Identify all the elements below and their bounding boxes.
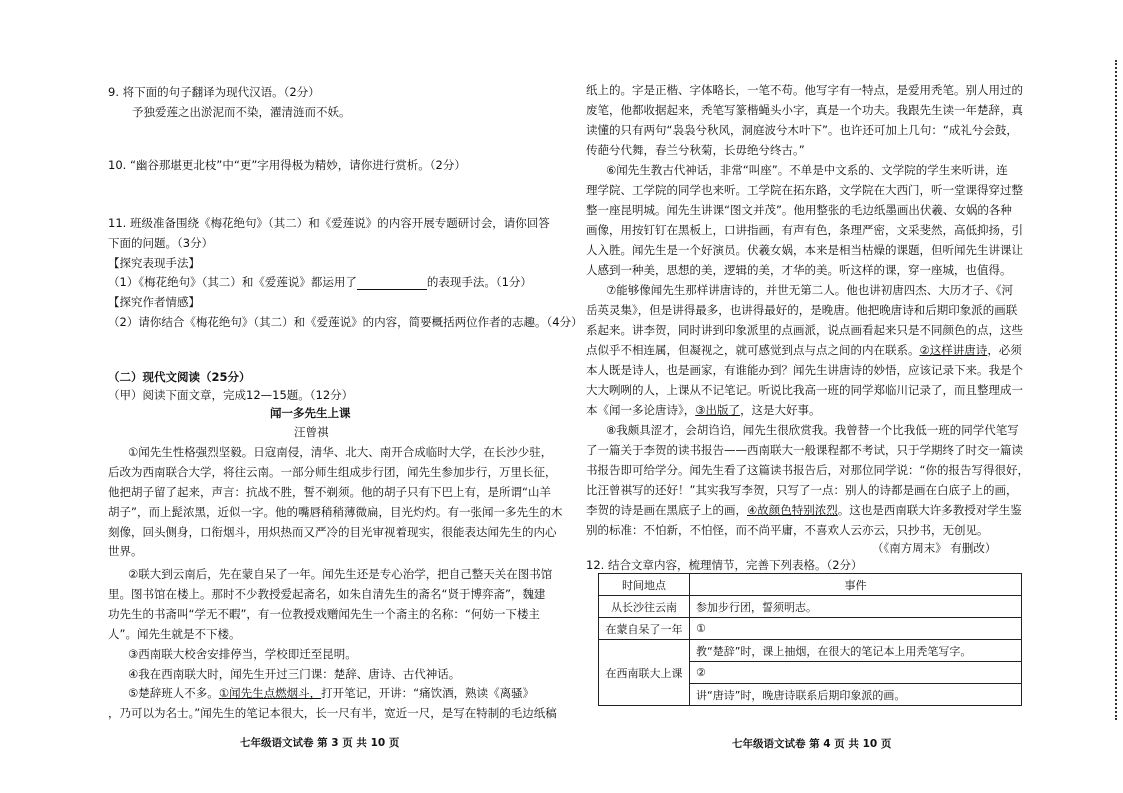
body-line: 了一篇关于李贺的读书报告——西南联大一般课程都不考试，只于学期终了时交一篇读 xyxy=(586,443,1023,457)
question-11-line1: 11. 班级准备围绕《梅花绝句》（其二）和《爱莲说》的内容开展专题研讨会，请你回答 xyxy=(108,216,550,230)
body-line: ⑦能够像闻先生那样讲唐诗的，并世无第二人。他也讲初唐四杰、大历才子、《河 xyxy=(606,283,1014,297)
body-line: ④我在西南联大时，闻先生开过三门课：楚辞、唐诗、古代神话。 xyxy=(128,667,461,681)
body-line: 功先生的书斋叫“学无不暇”，有一位教授戏赠闻先生一个斋主的名称：“何妨一下楼主 xyxy=(108,607,540,621)
body-line: 胡子”，而上髭浓黑，近似一字。他的嘴唇稍稍薄微扁，目光灼灼。有一张闻一多先生的木 xyxy=(108,505,563,519)
body-line: 书报告即可给学分。闻先生看了这篇读书报告后，对那位同学说：“你的报告写得很好， xyxy=(586,463,1029,477)
answer-blank[interactable] xyxy=(357,278,427,290)
body-line: 传葩兮代舞，春兰兮秋菊，长毋绝兮终古。” xyxy=(586,143,805,157)
page-footer-right: 七年级语文试卷 第 4 页 共 10 页 xyxy=(732,738,892,750)
body-line: 纸上的。字是正楷、字体略长，一笔不苟。他写字有一特点，是爱用秃笔。别人用过的 xyxy=(586,83,1023,97)
table-cell: 从长沙往云南 xyxy=(599,596,690,618)
body-line: 整一座昆明城。闻先生讲课“图文并茂”。他用整张的毛边纸墨画出伏羲、女娲的各种 xyxy=(586,203,1012,217)
body-line: 他把胡子留了起来，声言：抗战不胜，誓不剃须。他的胡子只有下巴上有，是所谓“山羊 xyxy=(108,485,551,499)
question-11-part-1: （1）《梅花绝句》（其二）和《爱莲说》都运用了 的表现手法。（1分） xyxy=(108,275,532,289)
answer-cell[interactable]: ② xyxy=(690,662,1022,684)
question-12: 12. 结合文章内容，梳理情节，完善下列表格。（2分） xyxy=(586,558,863,572)
body-line: 后改为西南联合大学，将往云南。一部分师生组成步行团，闻先生参加步行，万里长征， xyxy=(108,465,557,479)
part-a-instruction: （甲）阅读下面文章，完成12—15题。（12分） xyxy=(108,388,354,402)
question-11-line2: 下面的问题。（3分） xyxy=(108,236,214,250)
body-line: 读懂的只有两句“袅袅兮秋风，洞庭波兮木叶下”。也许还可加上几句：“成礼兮会鼓， xyxy=(586,123,1018,137)
plot-table xyxy=(598,573,1022,706)
question-9: 9. 将下面的句子翻译为现代汉语。（2分） xyxy=(108,85,320,99)
body-line: ③西南联大校舍安排停当，学校即迁至昆明。 xyxy=(128,647,357,661)
article-author: 汪曾祺 xyxy=(294,425,329,439)
body-line-14: 点似乎不相连属，但凝视之，就可感觉到点与点之间的内在联系。②这样讲唐诗，必须 xyxy=(586,343,1022,357)
table-header-place: 时间地点 xyxy=(599,574,690,596)
body-line: 里。图书馆在楼上。那时不少教授爱起斋名，如朱自清先生的斋名“贤于博弈斋”，魏建 xyxy=(108,587,546,601)
body-line: 理学院、工学院的同学也来听。工学院在拓东路，文学院在大西门，听一堂课得穿过整 xyxy=(586,183,1023,197)
body-line: 废笔，他都收据起来，秃笔写篆楷蝇头小字，真是一个功夫。我跟先生读一年楚辞，真 xyxy=(586,103,1023,117)
body-line-17: 本《闻一多论唐诗》，③出版了，这是大好事。 xyxy=(586,403,821,417)
table-row xyxy=(599,618,1022,640)
question-10: 10. “幽谷那堪更北枝”中“更”字用得极为精妙，请你进行赏析。（2分） xyxy=(108,158,466,172)
table-cell: 在西南联大上课 xyxy=(599,640,690,706)
body-line: ，乃可以为名士。”闻先生的笔记本很大，长一尺有半，宽近一尺，是写在特制的毛边纸稿 xyxy=(108,706,557,720)
body-line: 刻像，回头侧身，口衔烟斗，用炽热而又严冷的目光审视着现实，很能表达闻先生的内心 xyxy=(108,525,557,539)
body-line: 比汪曾祺写的还好！”其实我写李贺，只写了一点：别人的诗都是画在白底子上的画， xyxy=(586,483,1018,497)
answer-cell[interactable]: ① xyxy=(690,618,1022,640)
question-9-sentence: 予独爱莲之出淤泥而不染，濯清涟而不妖。 xyxy=(132,105,351,119)
body-line: ⑥闻先生教古代神话，非常“叫座”。不单是中文系的、文学院的学生来听讲，连 xyxy=(606,163,1008,177)
body-line: 岳英灵集》，但是讲得最多，也讲得最好的，是晚唐。他把晚唐诗和后期印象派的画联 xyxy=(586,303,1018,317)
section-2-heading: （二）现代文阅读（25分） xyxy=(108,370,251,384)
body-line: 画像，用按钉钉在黑板上，口讲指画，有声有色，条理严密，文采斐然，高低抑扬，引 xyxy=(586,223,1023,237)
underlined-sentence-4: ④故颜色特别浓烈 xyxy=(747,503,838,517)
table-row xyxy=(599,640,1022,662)
underlined-sentence-2: ②这样讲唐诗 xyxy=(919,343,988,357)
body-line: 系起来。讲李贺，同时讲到印象派里的点画派，说点画看起来只是不同颜色的点，这些 xyxy=(586,323,1023,337)
body-line: ①闻先生性格强烈坚毅。日寇南侵，清华、北大、南开合成临时大学，在长沙少驻， xyxy=(128,445,553,459)
body-line: 人感到一种美，思想的美，逻辑的美，才华的美。听这样的课，穿一座城，也值得。 xyxy=(586,263,1012,277)
page-footer-left: 七年级语文试卷 第 3 页 共 10 页 xyxy=(240,737,400,749)
question-11-part-2: （2）请你结合《梅花绝句》（其二）和《爱莲说》的内容，简要概括两位作者的志趣。（4分） xyxy=(108,315,583,329)
body-line: 本人既是诗人，也是画家，有谁能办到？闻先生讲唐诗的妙悟，应该记录下来。我是个 xyxy=(586,363,1023,377)
body-line: ⑧我颇具涩才，会胡诌诌，闻先生很欣赏我。我曾替一个比我低一班的同学代笔写 xyxy=(606,423,1019,437)
body-line: 人”。闻先生就是不下楼。 xyxy=(108,627,241,641)
body-line: ②联大到云南后，先在蒙自呆了一年。闻先生还是专心治学，把自己整天关在图书馆 xyxy=(128,567,553,581)
body-line: 人入胜。闻先生是一个好演员。伏羲女娲，本来是相当枯燥的课题，但听闻先生讲课让 xyxy=(586,243,1023,257)
underlined-sentence-1: ①闻先生点燃烟斗， xyxy=(218,686,322,700)
binding-line xyxy=(1115,60,1117,720)
table-cell: 教“楚辞”时，课上抽烟，在很大的笔记本上用秃笔写字。 xyxy=(690,640,1022,662)
body-line: 世界。 xyxy=(108,544,143,558)
article-title: 闻一多先生上课 xyxy=(270,406,351,420)
source-citation: （《南方周末》 有删改） xyxy=(872,541,997,555)
table-header-event: 事件 xyxy=(690,574,1022,596)
table-row xyxy=(599,596,1022,618)
question-11-heading-2: 【探究作者情感】 xyxy=(108,295,200,309)
body-line: 大大咧咧的人，上课从不记笔记。听说比我高一班的同学郑临川记录了，而且整理成一 xyxy=(586,383,1023,397)
body-line: 别的标准：不怕新，不怕怪，而不尚平庸，不喜欢人云亦云，只抄书，无创见。 xyxy=(586,523,989,537)
body-line-22: 李贺的诗是画在黑底子上的画，④故颜色特别浓烈。这也是西南联大许多教授对学生鉴 xyxy=(586,503,1022,517)
table-cell: 参加步行团，誓须明志。 xyxy=(690,596,1022,618)
table-cell: 讲“唐诗”时，晚唐诗联系后期印象派的画。 xyxy=(690,684,1022,706)
body-line-5: ⑤楚辞班人不多。①闻先生点燃烟斗，打开笔记，开讲：“痛饮酒，熟读《离骚》 xyxy=(128,686,535,700)
underlined-sentence-3: ③出版了 xyxy=(695,403,741,417)
question-11-heading-1: 【探究表现手法】 xyxy=(108,256,200,270)
table-cell: 在蒙自呆了一年 xyxy=(599,618,690,640)
